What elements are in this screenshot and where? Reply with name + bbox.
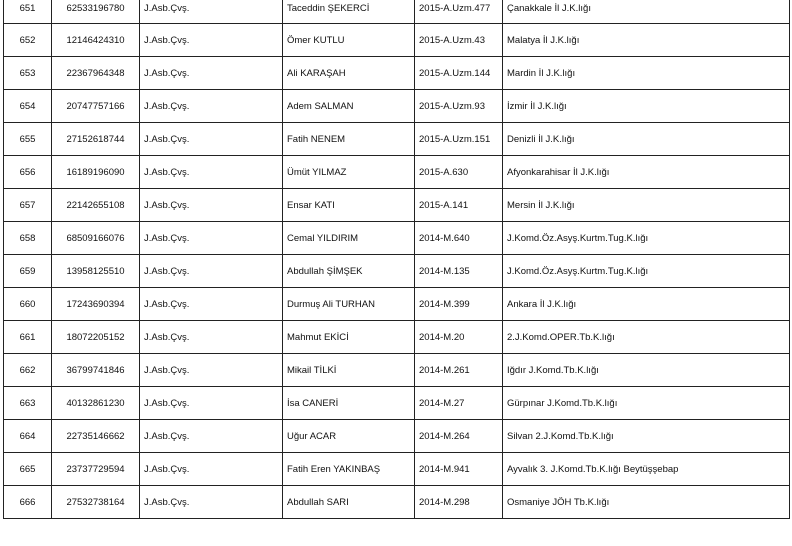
unit-cell: J.Komd.Öz.Asyş.Kurtm.Tug.K.lığı bbox=[503, 222, 790, 255]
rank-cell: J.Asb.Çvş. bbox=[140, 420, 283, 453]
unit-cell: Ayvalık 3. J.Komd.Tb.K.lığı Beytüşşebap bbox=[503, 453, 790, 486]
registry-code-cell: 2014-M.399 bbox=[415, 288, 503, 321]
rank-cell: J.Asb.Çvş. bbox=[140, 453, 283, 486]
registry-code-cell: 2014-M.640 bbox=[415, 222, 503, 255]
table-row bbox=[4, 0, 790, 24]
row-number-cell: 664 bbox=[4, 420, 52, 453]
personnel-table-body bbox=[4, 0, 790, 519]
table-row bbox=[4, 354, 790, 387]
name-cell: Fatih NENEM bbox=[283, 123, 415, 156]
registry-code-cell: 2014-M.264 bbox=[415, 420, 503, 453]
rank-cell: J.Asb.Çvş. bbox=[140, 321, 283, 354]
table-row bbox=[4, 156, 790, 189]
row-number-cell: 656 bbox=[4, 156, 52, 189]
rank-cell: J.Asb.Çvş. bbox=[140, 156, 283, 189]
id-number-cell: 22142655108 bbox=[52, 189, 140, 222]
table-row bbox=[4, 222, 790, 255]
name-cell: Ümüt YILMAZ bbox=[283, 156, 415, 189]
unit-cell: Mersin İl J.K.lığı bbox=[503, 189, 790, 222]
row-number-cell: 661 bbox=[4, 321, 52, 354]
id-number-cell: 23737729594 bbox=[52, 453, 140, 486]
id-number-cell: 17243690394 bbox=[52, 288, 140, 321]
row-number-cell: 662 bbox=[4, 354, 52, 387]
rank-cell: J.Asb.Çvş. bbox=[140, 354, 283, 387]
registry-code-cell: 2014-M.135 bbox=[415, 255, 503, 288]
name-cell: Ömer KUTLU bbox=[283, 24, 415, 57]
personnel-table bbox=[3, 0, 790, 519]
registry-code-cell: 2015-A.Uzm.43 bbox=[415, 24, 503, 57]
unit-cell: J.Komd.Öz.Asyş.Kurtm.Tug.K.lığı bbox=[503, 255, 790, 288]
table-row bbox=[4, 288, 790, 321]
registry-code-cell: 2015-A.Uzm.477 bbox=[415, 0, 503, 24]
row-number-cell: 657 bbox=[4, 189, 52, 222]
row-number-cell: 665 bbox=[4, 453, 52, 486]
id-number-cell: 12146424310 bbox=[52, 24, 140, 57]
id-number-cell: 16189196090 bbox=[52, 156, 140, 189]
name-cell: Durmuş Ali TURHAN bbox=[283, 288, 415, 321]
table-row bbox=[4, 57, 790, 90]
unit-cell: Iğdır J.Komd.Tb.K.lığı bbox=[503, 354, 790, 387]
rank-cell: J.Asb.Çvş. bbox=[140, 24, 283, 57]
unit-cell: Gürpınar J.Komd.Tb.K.lığı bbox=[503, 387, 790, 420]
row-number-cell: 660 bbox=[4, 288, 52, 321]
row-number-cell: 654 bbox=[4, 90, 52, 123]
table-row bbox=[4, 420, 790, 453]
unit-cell: İzmir İl J.K.lığı bbox=[503, 90, 790, 123]
id-number-cell: 13958125510 bbox=[52, 255, 140, 288]
name-cell: Fatih Eren YAKINBAŞ bbox=[283, 453, 415, 486]
registry-code-cell: 2015-A.630 bbox=[415, 156, 503, 189]
id-number-cell: 18072205152 bbox=[52, 321, 140, 354]
rank-cell: J.Asb.Çvş. bbox=[140, 387, 283, 420]
row-number-cell: 666 bbox=[4, 486, 52, 519]
row-number-cell: 659 bbox=[4, 255, 52, 288]
name-cell: Cemal YILDIRIM bbox=[283, 222, 415, 255]
rank-cell: J.Asb.Çvş. bbox=[140, 123, 283, 156]
row-number-cell: 658 bbox=[4, 222, 52, 255]
unit-cell: Osmaniye JÖH Tb.K.lığı bbox=[503, 486, 790, 519]
table-row bbox=[4, 321, 790, 354]
unit-cell: Mardin İl J.K.lığı bbox=[503, 57, 790, 90]
table-row bbox=[4, 387, 790, 420]
id-number-cell: 40132861230 bbox=[52, 387, 140, 420]
name-cell: Ensar KATI bbox=[283, 189, 415, 222]
registry-code-cell: 2014-M.298 bbox=[415, 486, 503, 519]
name-cell: Abdullah ŞİMŞEK bbox=[283, 255, 415, 288]
id-number-cell: 36799741846 bbox=[52, 354, 140, 387]
id-number-cell: 20747757166 bbox=[52, 90, 140, 123]
row-number-cell: 652 bbox=[4, 24, 52, 57]
table-row bbox=[4, 189, 790, 222]
registry-code-cell: 2015-A.Uzm.93 bbox=[415, 90, 503, 123]
name-cell: İsa CANERİ bbox=[283, 387, 415, 420]
rank-cell: J.Asb.Çvş. bbox=[140, 189, 283, 222]
table-row bbox=[4, 90, 790, 123]
rank-cell: J.Asb.Çvş. bbox=[140, 222, 283, 255]
row-number-cell: 653 bbox=[4, 57, 52, 90]
id-number-cell: 22735146662 bbox=[52, 420, 140, 453]
name-cell: Adem SALMAN bbox=[283, 90, 415, 123]
table-row bbox=[4, 453, 790, 486]
row-number-cell: 655 bbox=[4, 123, 52, 156]
unit-cell: Malatya İl J.K.lığı bbox=[503, 24, 790, 57]
name-cell: Taceddin ŞEKERCİ bbox=[283, 0, 415, 24]
registry-code-cell: 2014-M.941 bbox=[415, 453, 503, 486]
id-number-cell: 62533196780 bbox=[52, 0, 140, 24]
table-row bbox=[4, 24, 790, 57]
unit-cell: Silvan 2.J.Komd.Tb.K.lığı bbox=[503, 420, 790, 453]
name-cell: Mikail TİLKİ bbox=[283, 354, 415, 387]
row-number-cell: 663 bbox=[4, 387, 52, 420]
registry-code-cell: 2015-A.Uzm.144 bbox=[415, 57, 503, 90]
unit-cell: 2.J.Komd.OPER.Tb.K.lığı bbox=[503, 321, 790, 354]
unit-cell: Ankara İl J.K.lığı bbox=[503, 288, 790, 321]
rank-cell: J.Asb.Çvş. bbox=[140, 0, 283, 24]
id-number-cell: 68509166076 bbox=[52, 222, 140, 255]
registry-code-cell: 2014-M.261 bbox=[415, 354, 503, 387]
unit-cell: Afyonkarahisar İl J.K.lığı bbox=[503, 156, 790, 189]
table-row bbox=[4, 486, 790, 519]
id-number-cell: 27152618744 bbox=[52, 123, 140, 156]
table-row bbox=[4, 255, 790, 288]
rank-cell: J.Asb.Çvş. bbox=[140, 57, 283, 90]
name-cell: Ali KARAŞAH bbox=[283, 57, 415, 90]
registry-code-cell: 2014-M.27 bbox=[415, 387, 503, 420]
id-number-cell: 22367964348 bbox=[52, 57, 140, 90]
rank-cell: J.Asb.Çvş. bbox=[140, 90, 283, 123]
name-cell: Mahmut EKİCİ bbox=[283, 321, 415, 354]
id-number-cell: 27532738164 bbox=[52, 486, 140, 519]
rank-cell: J.Asb.Çvş. bbox=[140, 288, 283, 321]
registry-code-cell: 2015-A.Uzm.151 bbox=[415, 123, 503, 156]
registry-code-cell: 2014-M.20 bbox=[415, 321, 503, 354]
name-cell: Abdullah SARI bbox=[283, 486, 415, 519]
registry-code-cell: 2015-A.141 bbox=[415, 189, 503, 222]
row-number-cell: 651 bbox=[4, 0, 52, 24]
unit-cell: Denizli İl J.K.lığı bbox=[503, 123, 790, 156]
unit-cell: Çanakkale İl J.K.lığı bbox=[503, 0, 790, 24]
rank-cell: J.Asb.Çvş. bbox=[140, 255, 283, 288]
name-cell: Uğur ACAR bbox=[283, 420, 415, 453]
rank-cell: J.Asb.Çvş. bbox=[140, 486, 283, 519]
table-row bbox=[4, 123, 790, 156]
